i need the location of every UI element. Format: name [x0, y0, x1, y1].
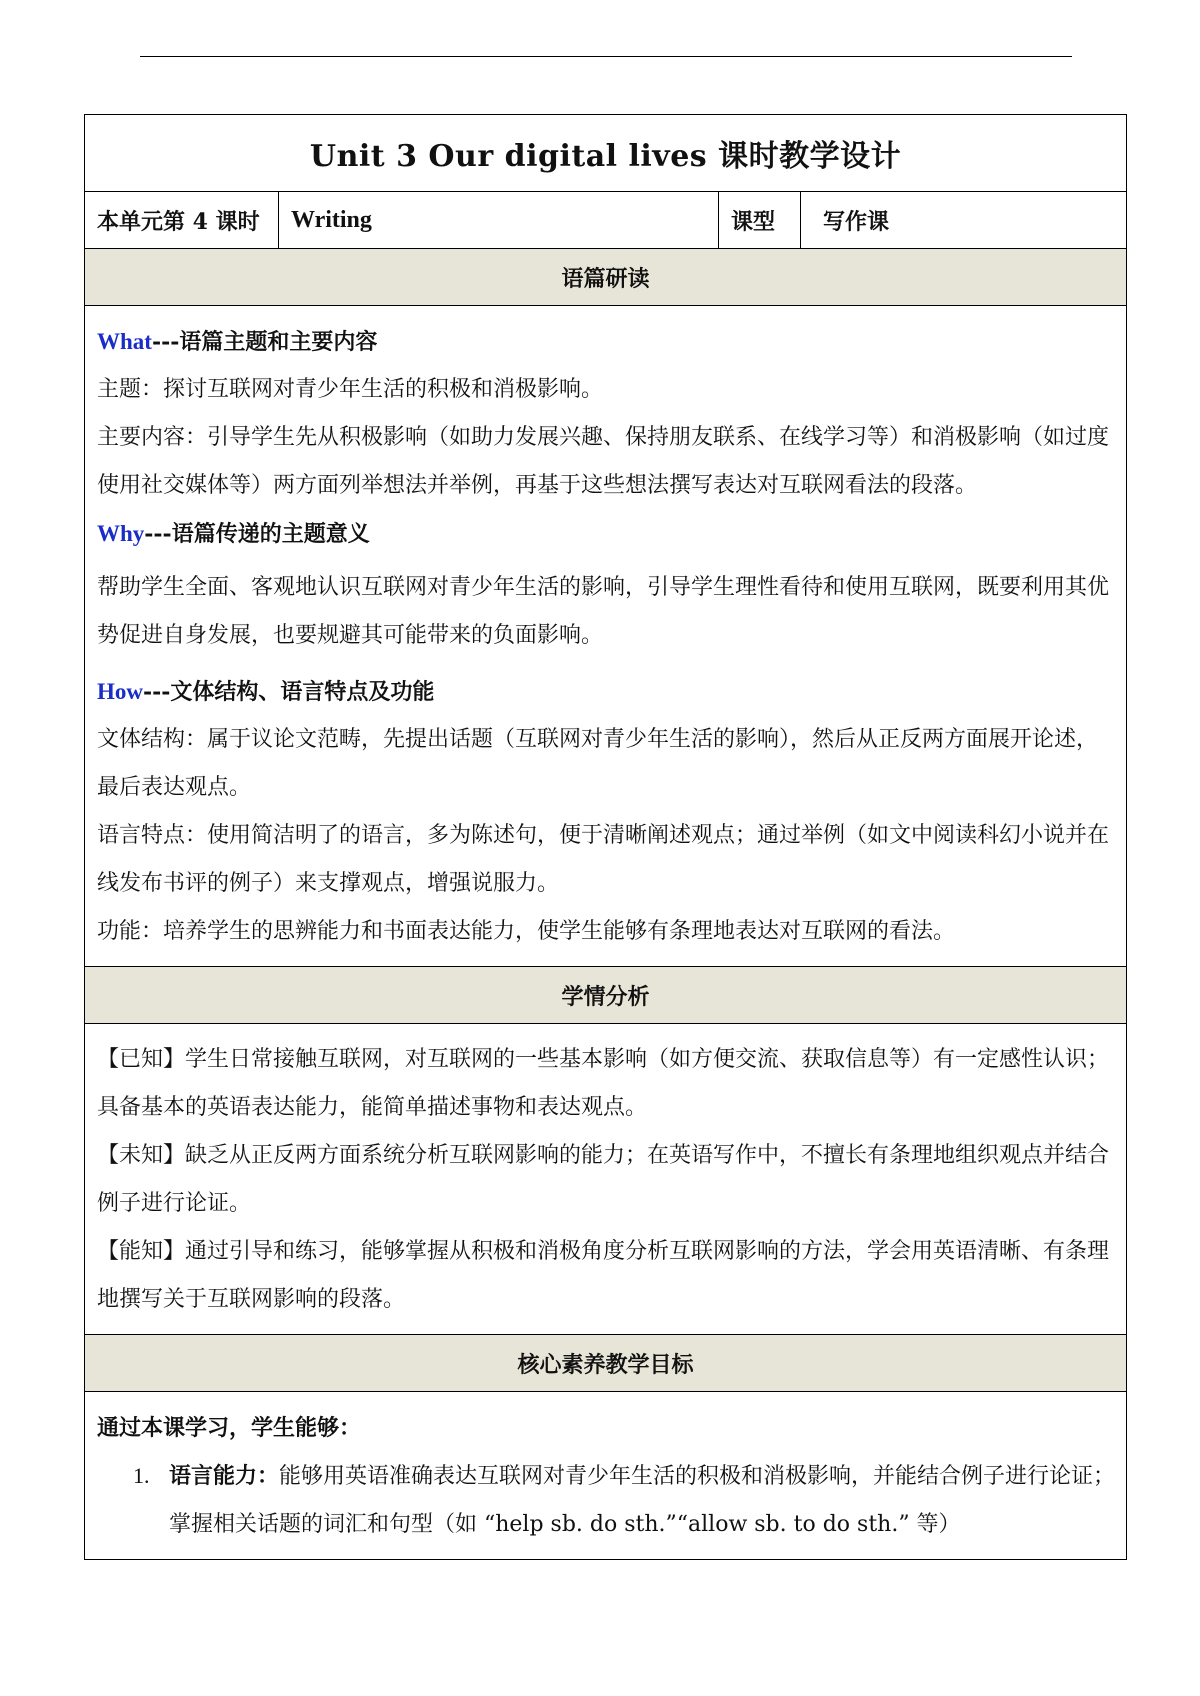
- lesson-number: 本单元第 4 课时: [85, 192, 279, 249]
- section-heading-goals: 核心素养教学目标: [85, 1335, 1127, 1392]
- why-heading: Why---语篇传递的主题意义: [97, 521, 370, 547]
- header-rule: [140, 56, 1072, 57]
- section-body-goals: [85, 1392, 1127, 1560]
- analysis-able: 【能知】通过引导和练习，能够掌握从积极和消极角度分析互联网影响的方法，学会用英语清晰、有条理地撰写关于互联网影响的段落。: [97, 1239, 1110, 1312]
- what-content: 主要内容：引导学生先从积极影响（如助力发展兴趣、保持朋友联系、在线学习等）和消极影响（如过度使用社交媒体等）两方面列举想法并举例，再基于这些想法撰写表达对互联网看法的段落。: [97, 425, 1110, 498]
- section-body-reading: [85, 306, 1127, 967]
- lesson-type-value: 写作课: [801, 192, 1127, 249]
- goal-item: [97, 1452, 1116, 1549]
- how-heading: How---文体结构、语言特点及功能: [97, 679, 435, 705]
- lesson-topic: Writing: [279, 192, 719, 249]
- how-language: 语言特点：使用简洁明了的语言，多为陈述句，便于清晰阐述观点；通过举例（如文中阅读科幻小说并在线发布书评的例子）来支撑观点，增强说服力。: [97, 823, 1110, 896]
- goal-text: 语言能力：能够用英语准确表达互联网对青少年生活的积极和消极影响，并能结合例子进行论证；掌握相关话题的词汇和句型（如 “help sb. do sth.”“allow sb. to do sth.” 等）: [169, 1463, 1116, 1537]
- goals-intro: 通过本课学习，学生能够：: [97, 1415, 362, 1441]
- why-text: 帮助学生全面、客观地认识互联网对青少年生活的影响，引导学生理性看待和使用互联网，既要利用其优势促进自身发展，也要规避其可能带来的负面影响。: [97, 575, 1110, 648]
- how-structure: 文体结构：属于议论文范畴，先提出话题（互联网对青少年生活的影响），然后从正反两方面展开论述，最后表达观点。: [97, 727, 1099, 800]
- lesson-type-label: 课型: [719, 192, 801, 249]
- analysis-unknown: 【未知】缺乏从正反两方面系统分析互联网影响的能力；在英语写作中，不擅长有条理地组织观点并结合例子进行论证。: [97, 1143, 1110, 1216]
- section-heading-reading: 语篇研读: [85, 249, 1127, 306]
- what-theme: 主题：探讨互联网对青少年生活的积极和消极影响。: [97, 377, 604, 402]
- section-body-analysis: [85, 1024, 1127, 1335]
- goal-number: 1.: [133, 1463, 150, 1488]
- lesson-plan-table: [84, 114, 1127, 1560]
- analysis-known: 【已知】学生日常接触互联网，对互联网的一些基本影响（如方便交流、获取信息等）有一定感性认识；具备基本的英语表达能力，能简单描述事物和表达观点。: [97, 1047, 1110, 1120]
- page-title: Unit 3 Our digital lives 课时教学设计: [85, 115, 1127, 192]
- meta-row: [85, 192, 1127, 249]
- how-function: 功能：培养学生的思辨能力和书面表达能力，使学生能够有条理地表达对互联网的看法。: [97, 919, 956, 944]
- what-heading: What---语篇主题和主要内容: [97, 329, 378, 355]
- section-heading-analysis: 学情分析: [85, 967, 1127, 1024]
